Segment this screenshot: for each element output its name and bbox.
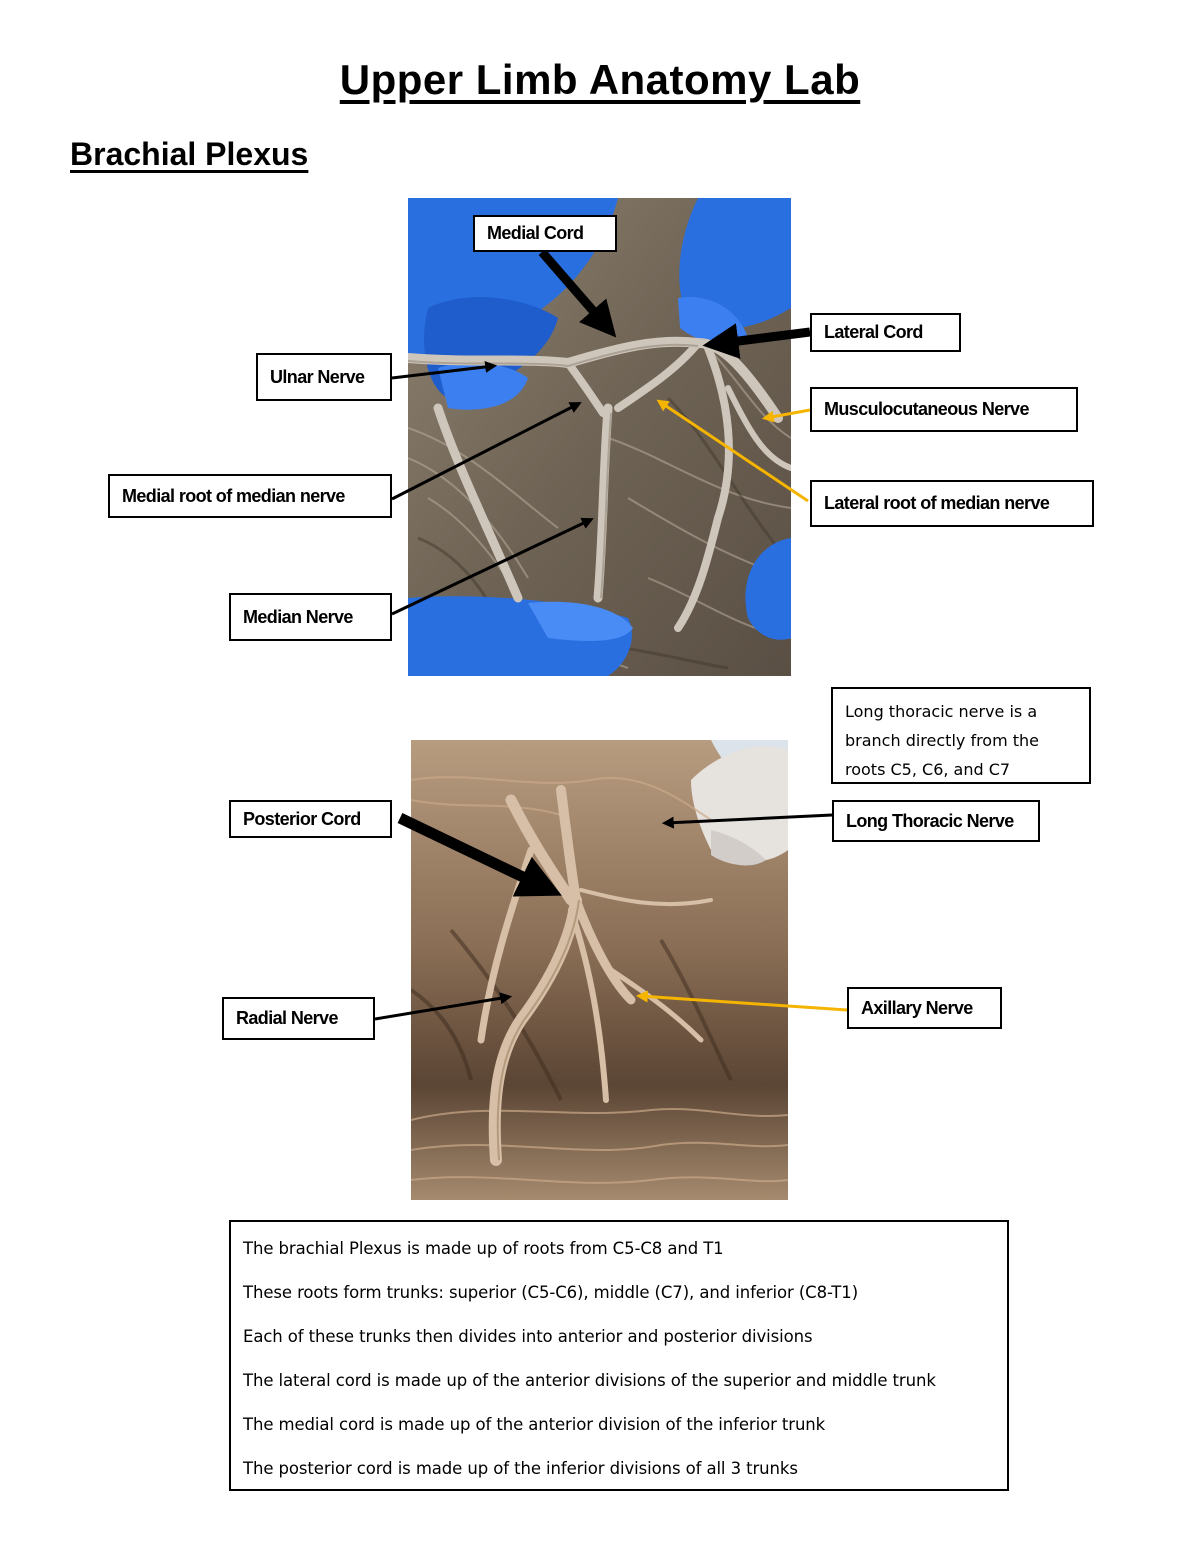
label-medial-root-median-nerve: Medial root of median nerve [108,474,392,518]
label-ulnar-nerve: Ulnar Nerve [256,353,392,401]
summary-line: The brachial Plexus is made up of roots from C5-C8 and T1 [243,1239,724,1258]
section-heading: Brachial Plexus [70,136,309,172]
label-posterior-cord: Posterior Cord [229,800,392,838]
label-radial-nerve: Radial Nerve [222,997,375,1040]
summary-line: These roots form trunks: superior (C5-C6), middle (C7), and inferior (C8-T1) [243,1283,859,1302]
document-title: Upper Limb Anatomy Lab [339,56,861,103]
dissection-photo-posterior [411,740,788,1200]
summary-line: The posterior cord is made up of the inferior divisions of all 3 trunks [243,1459,798,1478]
label-medial-cord: Medial Cord [473,215,617,252]
summary-line: Each of these trunks then divides into anterior and posterior divisions [243,1327,813,1346]
label-musculocutaneous-nerve: Musculocutaneous Nerve [810,387,1078,432]
label-lateral-cord: Lateral Cord [810,313,961,352]
label-median-nerve: Median Nerve [229,593,392,641]
summary-box [229,1220,1009,1491]
summary-line: The lateral cord is made up of the anterior divisions of the superior and middle trunk [243,1371,936,1390]
label-lateral-root-median-nerve: Lateral root of median nerve [810,480,1094,527]
long-thoracic-note: Long thoracic nerve is a branch directly from the roots C5, C6, and C7 [831,687,1091,784]
label-long-thoracic-nerve: Long Thoracic Nerve [832,800,1040,842]
label-axillary-nerve: Axillary Nerve [847,987,1002,1029]
dissection-photo-anterior [408,198,791,676]
summary-line: The medial cord is made up of the anterior division of the inferior trunk [243,1415,826,1434]
